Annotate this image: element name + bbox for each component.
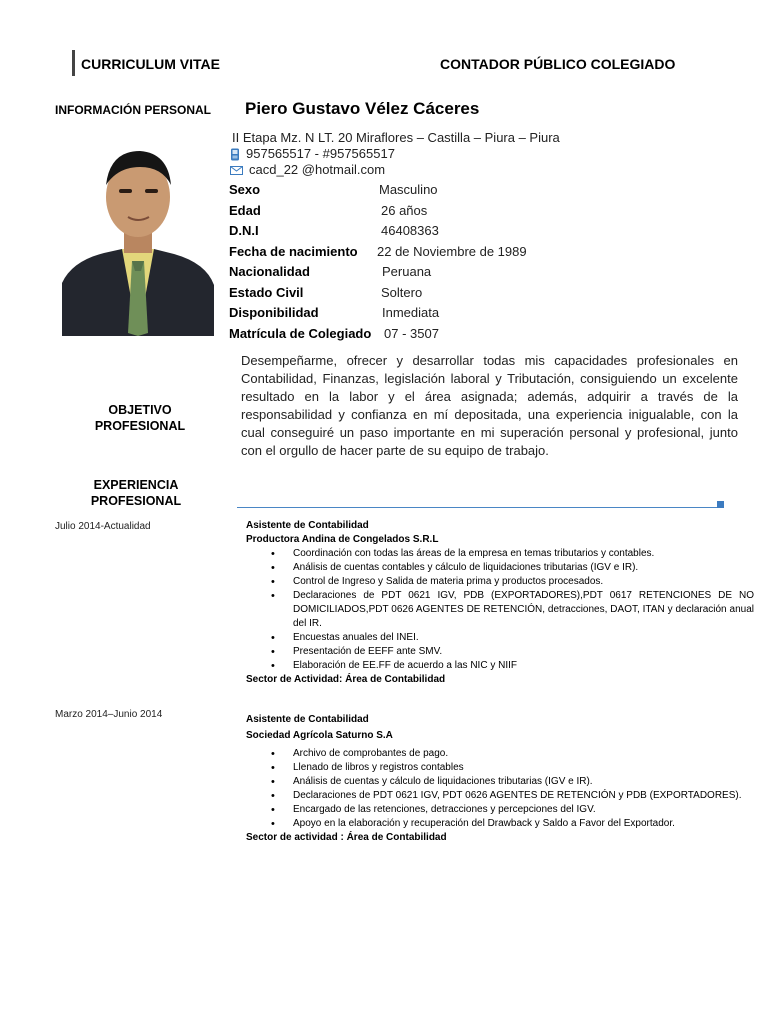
envelope-icon bbox=[230, 166, 243, 175]
job-task: • Coordinación con todas las áreas de la empresa en temas tributarios y contables. bbox=[293, 547, 754, 561]
job-sector: Sector de Actividad: Área de Contabilidad bbox=[246, 674, 446, 685]
objective-text: Desempeñarme, ofrecer y desarrollar todas mis capacidades profesionales en Contabilidad, Finanzas, legislación laboral y Tributación, consiguiendo un excelente resultado en la labor y el área asignada; además, adquirir a través de la responsabilidad y confianza en mí depositada, una experiencia inigualable, con la cual conseguiré un paso importante en mi superación personal y profesional, junto con el orgullo de hacer parte de su equipo de trabajo. bbox=[241, 353, 738, 458]
job-task: • Apoyo en la elaboración y recuperación del Drawback y Saldo a Favor del Exportador. bbox=[293, 817, 754, 831]
detail-value: Inmediata bbox=[382, 305, 440, 320]
job-task: • Encuestas anuales del INEI. bbox=[293, 631, 754, 645]
detail-label: Nacionalidad bbox=[229, 264, 310, 279]
job-task: • Encargado de las retenciones, detracciones y percepciones del IGV. bbox=[293, 803, 754, 817]
address: II Etapa Mz. N LT. 20 Miraflores – Castilla – Piura – Piura bbox=[232, 130, 560, 145]
experience-label: EXPERIENCIA PROFESIONAL bbox=[90, 478, 182, 508]
job-task: • Archivo de comprobantes de pago. bbox=[293, 747, 754, 761]
job-date: Julio 2014-Actualidad bbox=[55, 521, 151, 532]
job-sector: Sector de actividad : Área de Contabilidad bbox=[246, 832, 447, 843]
job-task: • Análisis de cuentas contables y cálculo de liquidaciones tributarias (IGV e IR). bbox=[293, 561, 754, 575]
detail-label: Sexo bbox=[229, 182, 261, 197]
detail-label: Disponibilidad bbox=[229, 305, 319, 320]
job-title: Asistente de Contabilidad bbox=[246, 520, 369, 531]
detail-value: Peruana bbox=[382, 264, 432, 279]
header-accent-bar bbox=[72, 50, 75, 76]
objective-label: OBJETIVO PROFESIONAL bbox=[94, 403, 186, 433]
job-company: Sociedad Agrícola Saturno S.A bbox=[246, 730, 393, 741]
job-date: Marzo 2014–Junio 2014 bbox=[55, 709, 163, 720]
email-line bbox=[230, 162, 385, 177]
phone-line bbox=[230, 146, 395, 161]
detail-value: 07 - 3507 bbox=[384, 326, 439, 341]
job-task: • Declaraciones de PDT 0621 IGV, PDB (EXPORTADORES),PDT 0617 RETENCIONES DE NO DOMICILIADOS,PDT 0626 AGENTES DE RETENCIÓN, detracciones, DAOT, ITAN y declaración anual del IR. bbox=[293, 589, 754, 631]
phone-icon bbox=[230, 148, 240, 161]
job-title: Asistente de Contabilidad bbox=[246, 714, 369, 725]
detail-value: 46408363 bbox=[381, 223, 439, 238]
email-address[interactable]: cacd_22 @hotmail.com bbox=[249, 162, 386, 177]
detail-label: Edad bbox=[229, 203, 261, 218]
job-task: • Control de Ingreso y Salida de materia prima y productos procesados. bbox=[293, 575, 754, 589]
detail-label: Estado Civil bbox=[229, 285, 304, 300]
job-task: • Análisis de cuentas y cálculo de liquidaciones tributarias (IGV e IR). bbox=[293, 775, 754, 789]
detail-label: Fecha de nacimiento bbox=[229, 244, 358, 259]
divider-marker bbox=[717, 501, 724, 508]
job-task: • Llenado de libros y registros contables bbox=[293, 761, 754, 775]
job-task: • Presentación de EEFF ante SMV. bbox=[293, 645, 754, 659]
job-task: • Declaraciones de PDT 0621 IGV, PDT 0626 AGENTES DE RETENCIÓN y PDB (EXPORTADORES). bbox=[293, 789, 754, 803]
detail-value: Soltero bbox=[381, 285, 423, 300]
profession-title: CONTADOR PÚBLICO COLEGIADO bbox=[440, 56, 676, 72]
detail-value: Masculino bbox=[379, 182, 438, 197]
job-task-list bbox=[246, 747, 754, 831]
phone-number: 957565517 - #957565517 bbox=[246, 146, 395, 161]
detail-value: 22 de Noviembre de 1989 bbox=[377, 244, 527, 259]
job-task-list bbox=[246, 547, 754, 673]
detail-value: 26 años bbox=[381, 203, 428, 218]
detail-label: Matrícula de Colegiado bbox=[229, 326, 372, 341]
profile-photo bbox=[62, 133, 214, 336]
job-entry bbox=[246, 519, 754, 687]
job-task: • Elaboración de EE.FF de acuerdo a las NIC y NIIF bbox=[293, 659, 754, 673]
personal-info-label: INFORMACIÓN PERSONAL bbox=[55, 103, 211, 117]
section-divider bbox=[237, 507, 719, 508]
full-name: Piero Gustavo Vélez Cáceres bbox=[245, 99, 480, 118]
cv-title: CURRICULUM VITAE bbox=[81, 56, 220, 72]
detail-label: D.N.I bbox=[229, 223, 259, 238]
job-company: Productora Andina de Congelados S.R.L bbox=[246, 534, 439, 545]
job-entry bbox=[246, 713, 754, 845]
